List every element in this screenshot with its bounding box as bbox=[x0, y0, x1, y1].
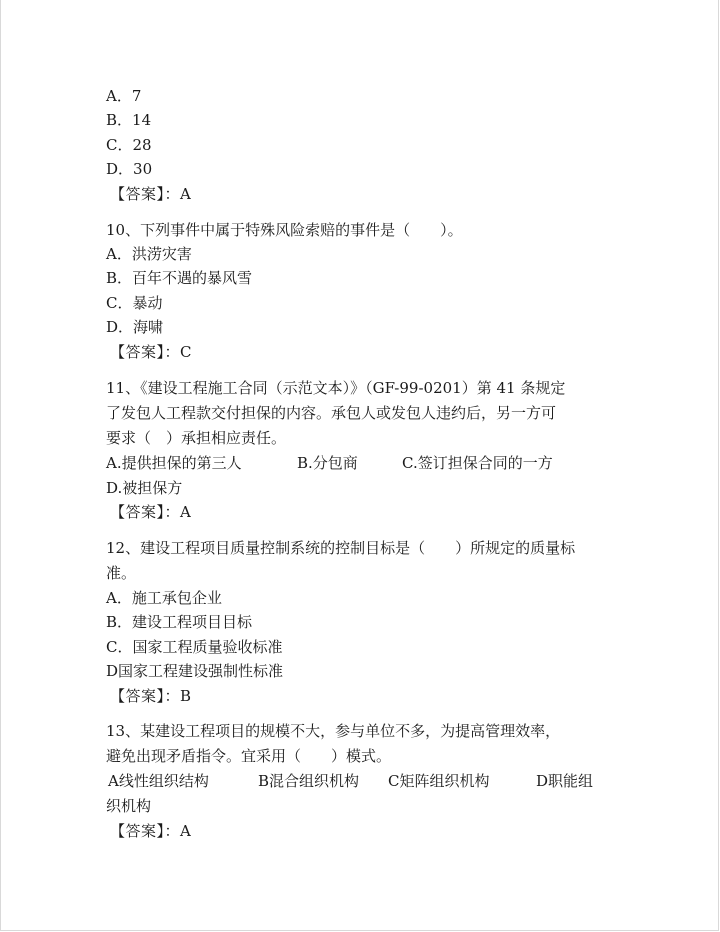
q11-option-a: A.提供担保的第三人 bbox=[106, 454, 242, 472]
q11-answer: 【答案】：A bbox=[110, 503, 192, 521]
q12-question-line-2: 准。 bbox=[106, 564, 137, 582]
q10-option-b: B．百年不遇的暴风雪 bbox=[106, 269, 253, 287]
q13-option-a: A线性组织结构 bbox=[108, 772, 209, 790]
q12-question-line-1: 12、建设工程项目质量控制系统的控制目标是（ ）所规定的质量标 bbox=[106, 539, 576, 557]
q9-option-c: C．28 bbox=[106, 136, 152, 154]
q9-option-d: D．30 bbox=[106, 160, 153, 178]
q12-option-a: A．施工承包企业 bbox=[106, 589, 222, 607]
q11-option-d: D.被担保方 bbox=[106, 479, 183, 497]
q11-options-row bbox=[106, 453, 553, 473]
q10-option-c: C．暴动 bbox=[106, 294, 163, 312]
q9-answer: 【答案】：A bbox=[110, 185, 192, 203]
q13-option-b: B混合组织机构 bbox=[258, 772, 360, 790]
q11-option-c: C.签订担保合同的一方 bbox=[402, 454, 553, 472]
q13-answer: 【答案】：A bbox=[110, 822, 192, 840]
q11-question-line-3: 要求（ ）承担相应责任。 bbox=[106, 429, 287, 447]
q13-question-line-2: 避免出现矛盾指令。宜采用（ ）模式。 bbox=[106, 747, 392, 765]
q13-question-line-1: 13、某建设工程项目的规模不大，参与单位不多，为提高管理效率， bbox=[106, 722, 561, 740]
q12-answer: 【答案】：B bbox=[110, 687, 192, 705]
q11-question-line-2: 了发包人工程款交付担保的内容。承包人或发包人违约后，另一方可 bbox=[106, 404, 557, 422]
q12-option-c: C．国家工程质量验收标准 bbox=[106, 638, 283, 656]
q13-option-d: D职能组 bbox=[536, 772, 594, 790]
q12-option-d: D国家工程建设强制性标准 bbox=[106, 662, 284, 680]
q10-option-a: A．洪涝灾害 bbox=[106, 245, 192, 263]
q9-option-b: B．14 bbox=[106, 111, 152, 129]
q13-option-d-continued: 织机构 bbox=[106, 797, 152, 815]
q10-option-d: D．海啸 bbox=[106, 318, 164, 336]
q10-answer: 【答案】：C bbox=[110, 343, 192, 361]
q9-option-a: A．7 bbox=[106, 87, 142, 105]
q11-option-b: B.分包商 bbox=[297, 454, 358, 472]
q13-options-row bbox=[108, 771, 593, 791]
q12-option-b: B．建设工程项目目标 bbox=[106, 613, 253, 631]
q10-question: 10、下列事件中属于特殊风险索赔的事件是（ ）。 bbox=[106, 221, 463, 239]
q11-question-line-1: 11、《建设工程施工合同（示范文本）》（GF-99-0201）第 41 条规定 bbox=[106, 379, 566, 397]
q13-option-c: C矩阵组织机构 bbox=[388, 772, 490, 790]
